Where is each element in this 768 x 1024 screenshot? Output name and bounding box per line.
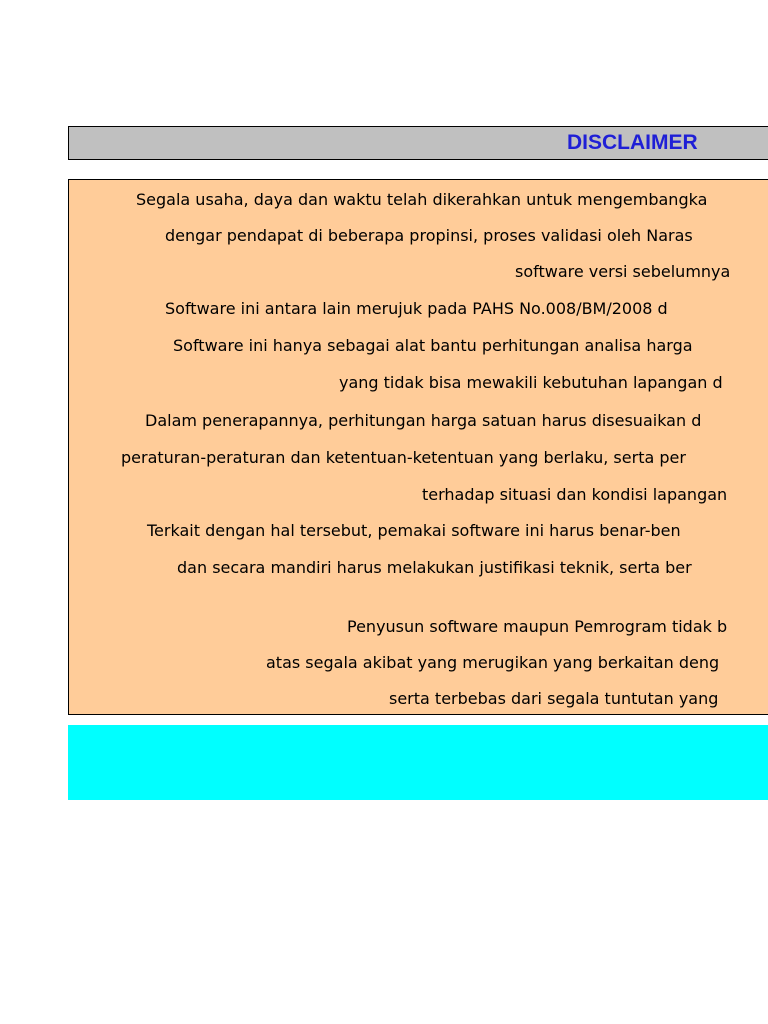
- disclaimer-line-10: Terkait dengan hal tersebut, pemakai software ini harus benar-ben: [147, 521, 681, 540]
- disclaimer-line-6: yang tidak bisa mewakili kebutuhan lapangan d: [339, 373, 723, 392]
- disclaimer-line-4: Software ini antara lain merujuk pada PAHS No.008/BM/2008 d: [165, 299, 668, 318]
- disclaimer-title: DISCLAIMER: [567, 131, 698, 154]
- disclaimer-content-box: [68, 179, 768, 715]
- disclaimer-line-1: Segala usaha, daya dan waktu telah dikerahkan untuk mengembangka: [136, 190, 708, 209]
- disclaimer-line-12: Penyusun software maupun Pemrogram tidak b: [347, 617, 728, 636]
- disclaimer-line-9: terhadap situasi dan kondisi lapangan: [422, 485, 728, 504]
- disclaimer-header-bar: [68, 126, 768, 160]
- disclaimer-line-2: dengar pendapat di beberapa propinsi, proses validasi oleh Naras: [165, 226, 693, 245]
- disclaimer-line-11: dan secara mandiri harus melakukan justifikasi teknik, serta ber: [177, 558, 692, 577]
- disclaimer-line-13: atas segala akibat yang merugikan yang berkaitan deng: [266, 653, 720, 672]
- disclaimer-line-5: Software ini hanya sebagai alat bantu perhitungan analisa harga: [173, 336, 693, 355]
- disclaimer-line-14: serta terbebas dari segala tuntutan yang: [389, 689, 719, 708]
- disclaimer-line-7: Dalam penerapannya, perhitungan harga satuan harus disesuaikan d: [145, 411, 702, 430]
- cyan-footer-bar: [68, 725, 768, 800]
- disclaimer-line-3: software versi sebelumnya: [515, 262, 731, 281]
- disclaimer-line-8: peraturan-peraturan dan ketentuan-ketentuan yang berlaku, serta per: [121, 448, 686, 467]
